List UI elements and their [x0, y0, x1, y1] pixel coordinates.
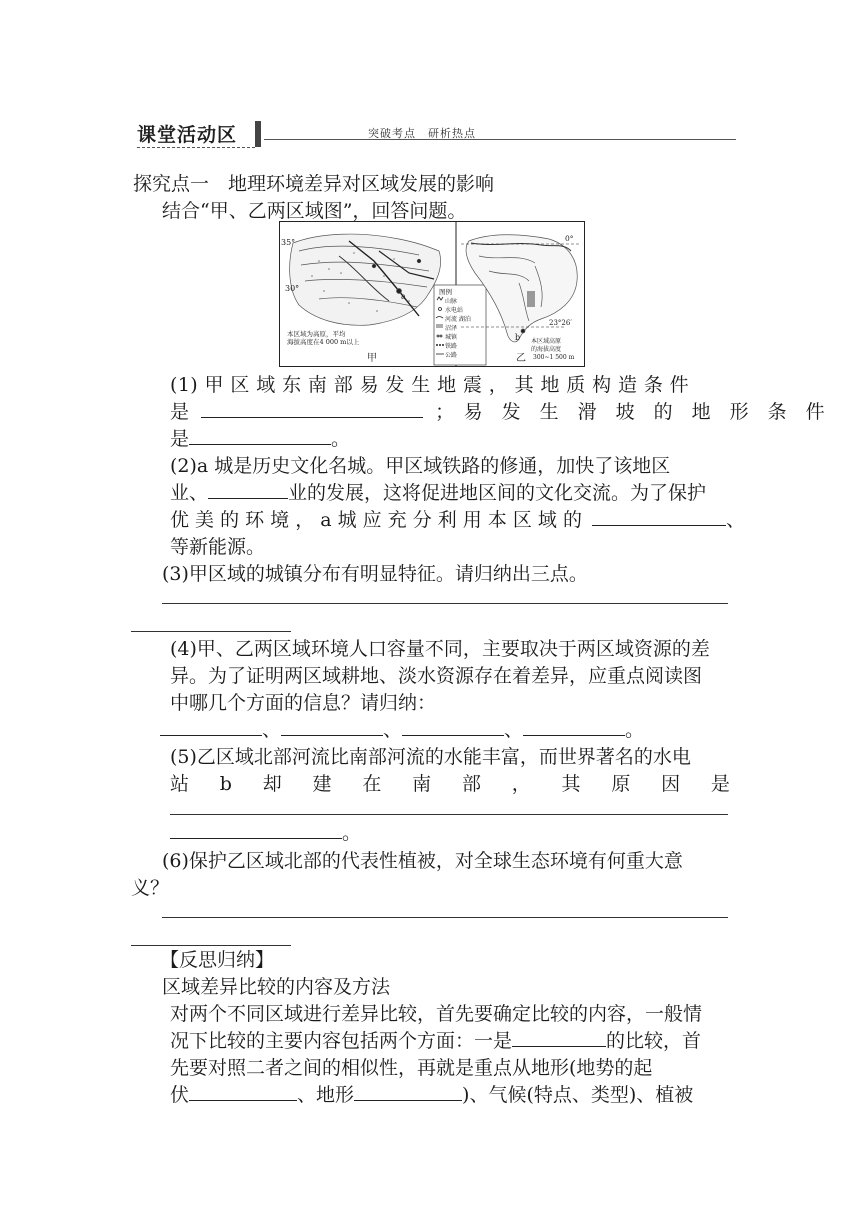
- q4-line2: 异。为了证明两区域耕地、淡水资源存在着差异，应重点阅读图: [170, 665, 703, 687]
- legend-item-mountain: 山脉: [445, 298, 458, 305]
- summary-line2-start: 况下比较的主要内容包括两个方面：一是: [170, 1030, 513, 1052]
- section-subtitle: 突破考点 研析热点: [368, 127, 476, 140]
- summary-blank-3[interactable]: [354, 1082, 462, 1101]
- summary-blank-1[interactable]: [512, 1028, 606, 1047]
- summary-line2: [170, 1028, 701, 1055]
- q6-line2: 义？: [131, 877, 170, 899]
- q4-line3: 中哪几个方面的信息？请归纳：: [170, 692, 437, 714]
- q1-prefix-shi-2: 是: [170, 428, 190, 450]
- legend-title: 图例: [439, 288, 452, 296]
- q5-word: ，: [511, 773, 531, 795]
- q5-word: 站: [170, 773, 190, 795]
- q1-prefix-shi: 是: [170, 401, 190, 423]
- q5-line1: (5)乙区域北部河流比南部河流的水能丰富，而世界著名的水电: [170, 746, 691, 768]
- q2-line2-start: 业、: [170, 482, 209, 504]
- left-map-note-1: 本区域为高原，平均: [287, 330, 346, 338]
- q2-blank-industry[interactable]: [208, 480, 288, 499]
- summary-subheading: 区域差异比较的内容及方法: [162, 976, 391, 998]
- q2-line3-sep: 、: [726, 509, 746, 531]
- q2-line1: (2)a 城是历史文化名城。甲区域铁路的修通，加快了该地区: [170, 455, 671, 477]
- q4-sep-1: 、: [262, 719, 282, 741]
- right-map-note-2: 的海拔高度: [531, 346, 562, 353]
- city-a-label: a: [401, 292, 406, 301]
- region-maps-figure: [279, 221, 585, 367]
- q2-line2-rest: 业的发展，这将促进地区间的文化交流。为了保护: [288, 482, 707, 504]
- summary-line4-mid: 、地形: [297, 1084, 355, 1106]
- q5-word: 部: [461, 773, 481, 795]
- q1-blank-terrain[interactable]: [189, 426, 331, 445]
- q6-answer-line-1[interactable]: [162, 917, 728, 918]
- q6-answer-line-2[interactable]: [131, 945, 291, 946]
- q5-word: 却: [262, 773, 282, 795]
- q5-word: 因: [661, 773, 681, 795]
- q5-word: 原: [611, 773, 631, 795]
- q5-word: 建: [312, 773, 332, 795]
- header-bar: [255, 121, 261, 147]
- q5-answer-line-2[interactable]: [170, 820, 342, 839]
- q2-line3-start: 优 美 的 环 境 ， a 城 应 充 分 利 用 本 区 域 的: [170, 509, 582, 531]
- right-map-note-3: 300~1 500 m: [533, 354, 575, 361]
- q5-word: 南: [412, 773, 432, 795]
- q4-answer-row: [160, 717, 644, 744]
- equator-label: 0°: [565, 234, 574, 243]
- legend-item-railway: 铁路: [445, 343, 458, 350]
- lat-30-label: 30°: [285, 284, 300, 293]
- legend-item-hydro: 水电站: [445, 307, 464, 314]
- q5-word: 在: [362, 773, 382, 795]
- q4-sep-3: 、: [504, 719, 524, 741]
- tropic-label: 23°26′: [549, 319, 572, 327]
- q1-line1: (1) 甲 区 域 东 南 部 易 发 生 地 震 ， 其 地 质 构 造 条 件: [170, 374, 690, 396]
- right-map-label: 乙: [516, 353, 526, 364]
- q4-line1: (4)甲、乙两区域环境人口容量不同，主要取决于两区域资源的差: [170, 638, 710, 660]
- legend-item-river-lake: 河流 湖泊: [445, 316, 471, 323]
- q1-end: 。: [331, 428, 351, 450]
- q2-line4: 等新能源。: [170, 536, 266, 558]
- q6-line1: (6)保护乙区域北部的代表性植被，对全球生态环境有何重大意: [162, 850, 683, 872]
- q1-line2: [170, 399, 825, 426]
- q4-end: 。: [625, 719, 645, 741]
- q1-blank-geology[interactable]: [201, 399, 423, 418]
- right-map-note-1: 本区域高原: [531, 338, 562, 345]
- summary-line1: 对两个不同区域进行差异比较，首先要确定比较的内容，一般情: [170, 1003, 703, 1025]
- legend-item-town: 城镇: [445, 334, 458, 341]
- q3-answer-line-2[interactable]: [131, 631, 291, 632]
- q1-line2-rest: ； 易 发 生 滑 坡 的 地 形 条 件: [435, 401, 825, 423]
- summary-blank-2[interactable]: [189, 1082, 297, 1101]
- q4-blank-3[interactable]: [402, 717, 504, 736]
- q4-blank-4[interactable]: [523, 717, 625, 736]
- summary-line4: [170, 1082, 693, 1109]
- lat-35-label: 35°: [281, 238, 296, 247]
- left-map-label: 甲: [367, 353, 377, 364]
- q4-blank-2[interactable]: [281, 717, 383, 736]
- q5-word: 是: [710, 773, 730, 795]
- q5-answer-row-2: [170, 820, 361, 847]
- q1-line3: [170, 426, 350, 453]
- q4-sep-2: 、: [383, 719, 403, 741]
- summary-line2-end: 的比较，首: [606, 1030, 702, 1052]
- q2-line2: [170, 480, 706, 507]
- q2-line3: [170, 507, 745, 534]
- summary-line4-end: )、气候(特点、类型)、植被: [462, 1084, 694, 1106]
- summary-line3: 先要对照二者之间的相似性，再就是重点从地形(地势的起: [170, 1057, 653, 1079]
- q4-blank-1[interactable]: [160, 717, 262, 736]
- q2-blank-energy[interactable]: [592, 507, 726, 526]
- q5-word: b: [219, 773, 232, 795]
- legend-item-road: 公路: [445, 352, 458, 359]
- q5-answer-line-1[interactable]: [170, 814, 728, 815]
- legend-item-swamp: 沼泽: [445, 325, 458, 332]
- q5-line2: [170, 771, 730, 798]
- q3-text: (3)甲区域的城镇分布有明显特征。请归纳出三点。: [162, 563, 588, 585]
- topic-heading: 探究点一 地理环境差异对区域发展的影响: [133, 173, 495, 195]
- summary-line4-start: 伏: [170, 1084, 190, 1106]
- section-title-underline: [137, 147, 255, 148]
- section-title: 课堂活动区: [137, 124, 238, 146]
- topic-intro: 结合“甲、乙两区域图”，回答问题。: [162, 200, 467, 222]
- summary-heading: 【反思归纳】: [160, 949, 275, 971]
- region-maps-svg: [279, 221, 585, 367]
- station-b-label: b: [515, 333, 521, 342]
- q3-answer-line-1[interactable]: [162, 603, 728, 604]
- left-map-note-2: 海拔高度在4 000 m以上: [287, 338, 360, 346]
- header-rule: [264, 139, 736, 140]
- q5-word: 其: [561, 773, 581, 795]
- q5-end: 。: [342, 822, 362, 844]
